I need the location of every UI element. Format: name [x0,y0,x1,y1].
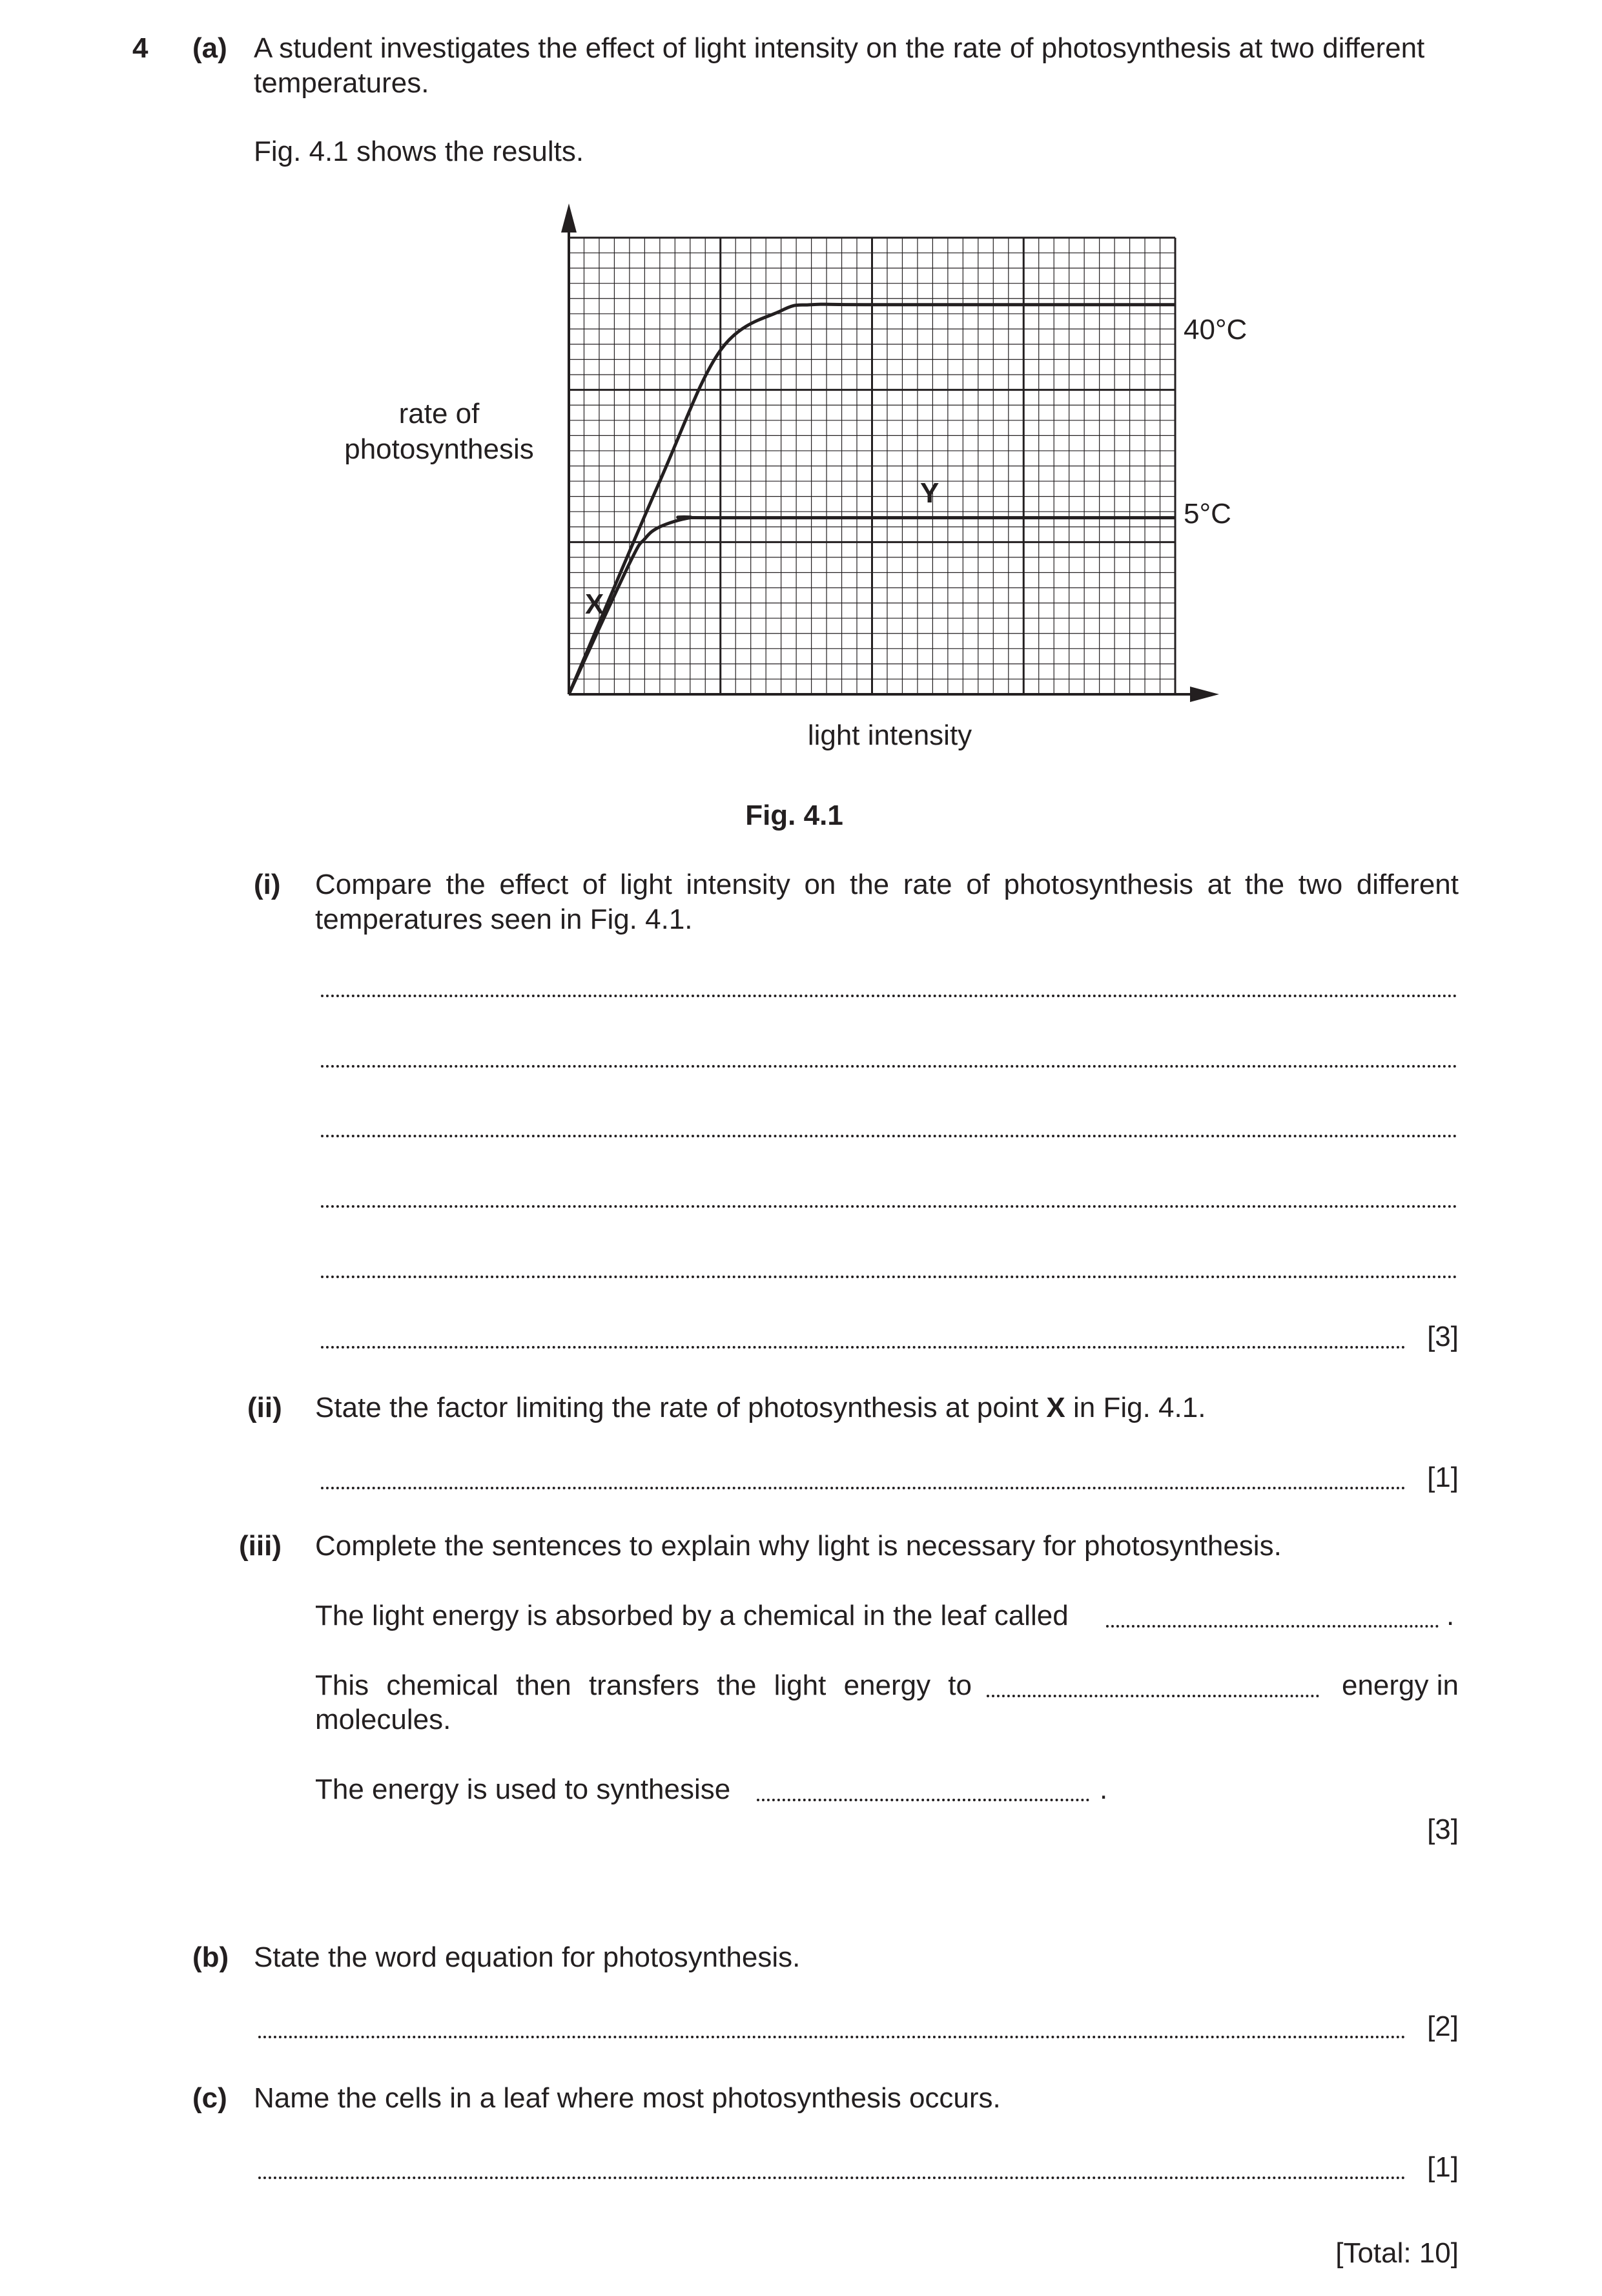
sub-i-text: Compare the effect of light intensity on the rate of photosynthesis at the two different temperatures seen in Fig. 4.1. [315,869,1459,935]
y-axis-arrow [561,203,577,233]
total-marks: [Total: 10] [1335,2237,1459,2269]
curve-40c-label: 40°C [1184,314,1248,346]
sentence-1: The light energy is absorbed by a chemical in the leaf called [315,1600,1069,1631]
sub-ii-text-bold: X [1046,1392,1065,1423]
blank-chemical[interactable] [1106,1625,1439,1628]
sub-ii-text [315,1391,1206,1425]
sentence-2-end: molecules. [315,1704,451,1735]
figure-caption: Fig. 4.1 [745,800,843,831]
sentence-3: The energy is used to synthesise [315,1774,731,1805]
answer-line-c[interactable] [258,2177,1406,2179]
blank-energy-type[interactable] [987,1695,1319,1697]
blank-synthesise[interactable] [757,1799,1089,1801]
answer-line-i-6[interactable] [321,1346,1406,1349]
part-a-label: (a) [192,32,227,64]
sub-iii-label: (iii) [239,1530,282,1562]
part-b-text: State the word equation for photosynthesis. [254,1941,801,1973]
part-c-label: (c) [192,2082,227,2114]
curve-5c-label: 5°C [1184,498,1231,530]
sub-i-marks: [3] [1427,1321,1459,1352]
part-c-marks: [1] [1427,2151,1459,2183]
point-y-label: Y [920,477,940,509]
photosynthesis-graph [0,0,1602,831]
answer-line-i-2[interactable] [321,1065,1457,1068]
answer-line-i-1[interactable] [321,995,1457,997]
part-c-text: Name the cells in a leaf where most photosynthesis occurs. [254,2082,1001,2114]
part-b-label: (b) [192,1941,229,1973]
figure-reference: Fig. 4.1 shows the results. [254,136,584,167]
sentence-1-end: . [1446,1600,1455,1631]
answer-line-b[interactable] [258,2036,1406,2038]
answer-line-ii[interactable] [321,1487,1406,1489]
y-axis-label-line2: photosynthesis [344,433,534,465]
sub-ii-label: (ii) [247,1392,282,1423]
sub-iii-marks: [3] [1427,1814,1459,1845]
answer-line-i-4[interactable] [321,1205,1457,1208]
y-axis-label-line1: rate of [398,398,480,429]
sub-ii-text-after: in Fig. 4.1. [1065,1392,1206,1423]
sub-ii-text-before: State the factor limiting the rate of photosynthesis at point [315,1392,1047,1423]
answer-line-i-5[interactable] [321,1276,1457,1278]
sentence-3-end: . [1100,1774,1108,1805]
sub-ii-marks: [1] [1427,1462,1459,1493]
part-b-marks: [2] [1427,2011,1459,2042]
x-axis-label: light intensity [807,719,972,751]
sub-i-label: (i) [254,869,281,900]
x-axis-arrow [1190,687,1219,702]
sub-iii-text: Complete the sentences to explain why light is necessary for photosynthesis. [315,1530,1282,1562]
sentence-2-mid: energy in [1341,1670,1459,1701]
question-number: 4 [132,32,149,64]
point-x-label: X [585,588,604,620]
part-a-intro: A student investigates the effect of light intensity on the rate of photosynthesis at two different temperatures. [254,32,1425,99]
answer-line-i-3[interactable] [321,1135,1457,1137]
sentence-2-start: This chemical then transfers the light energy to [315,1670,972,1701]
